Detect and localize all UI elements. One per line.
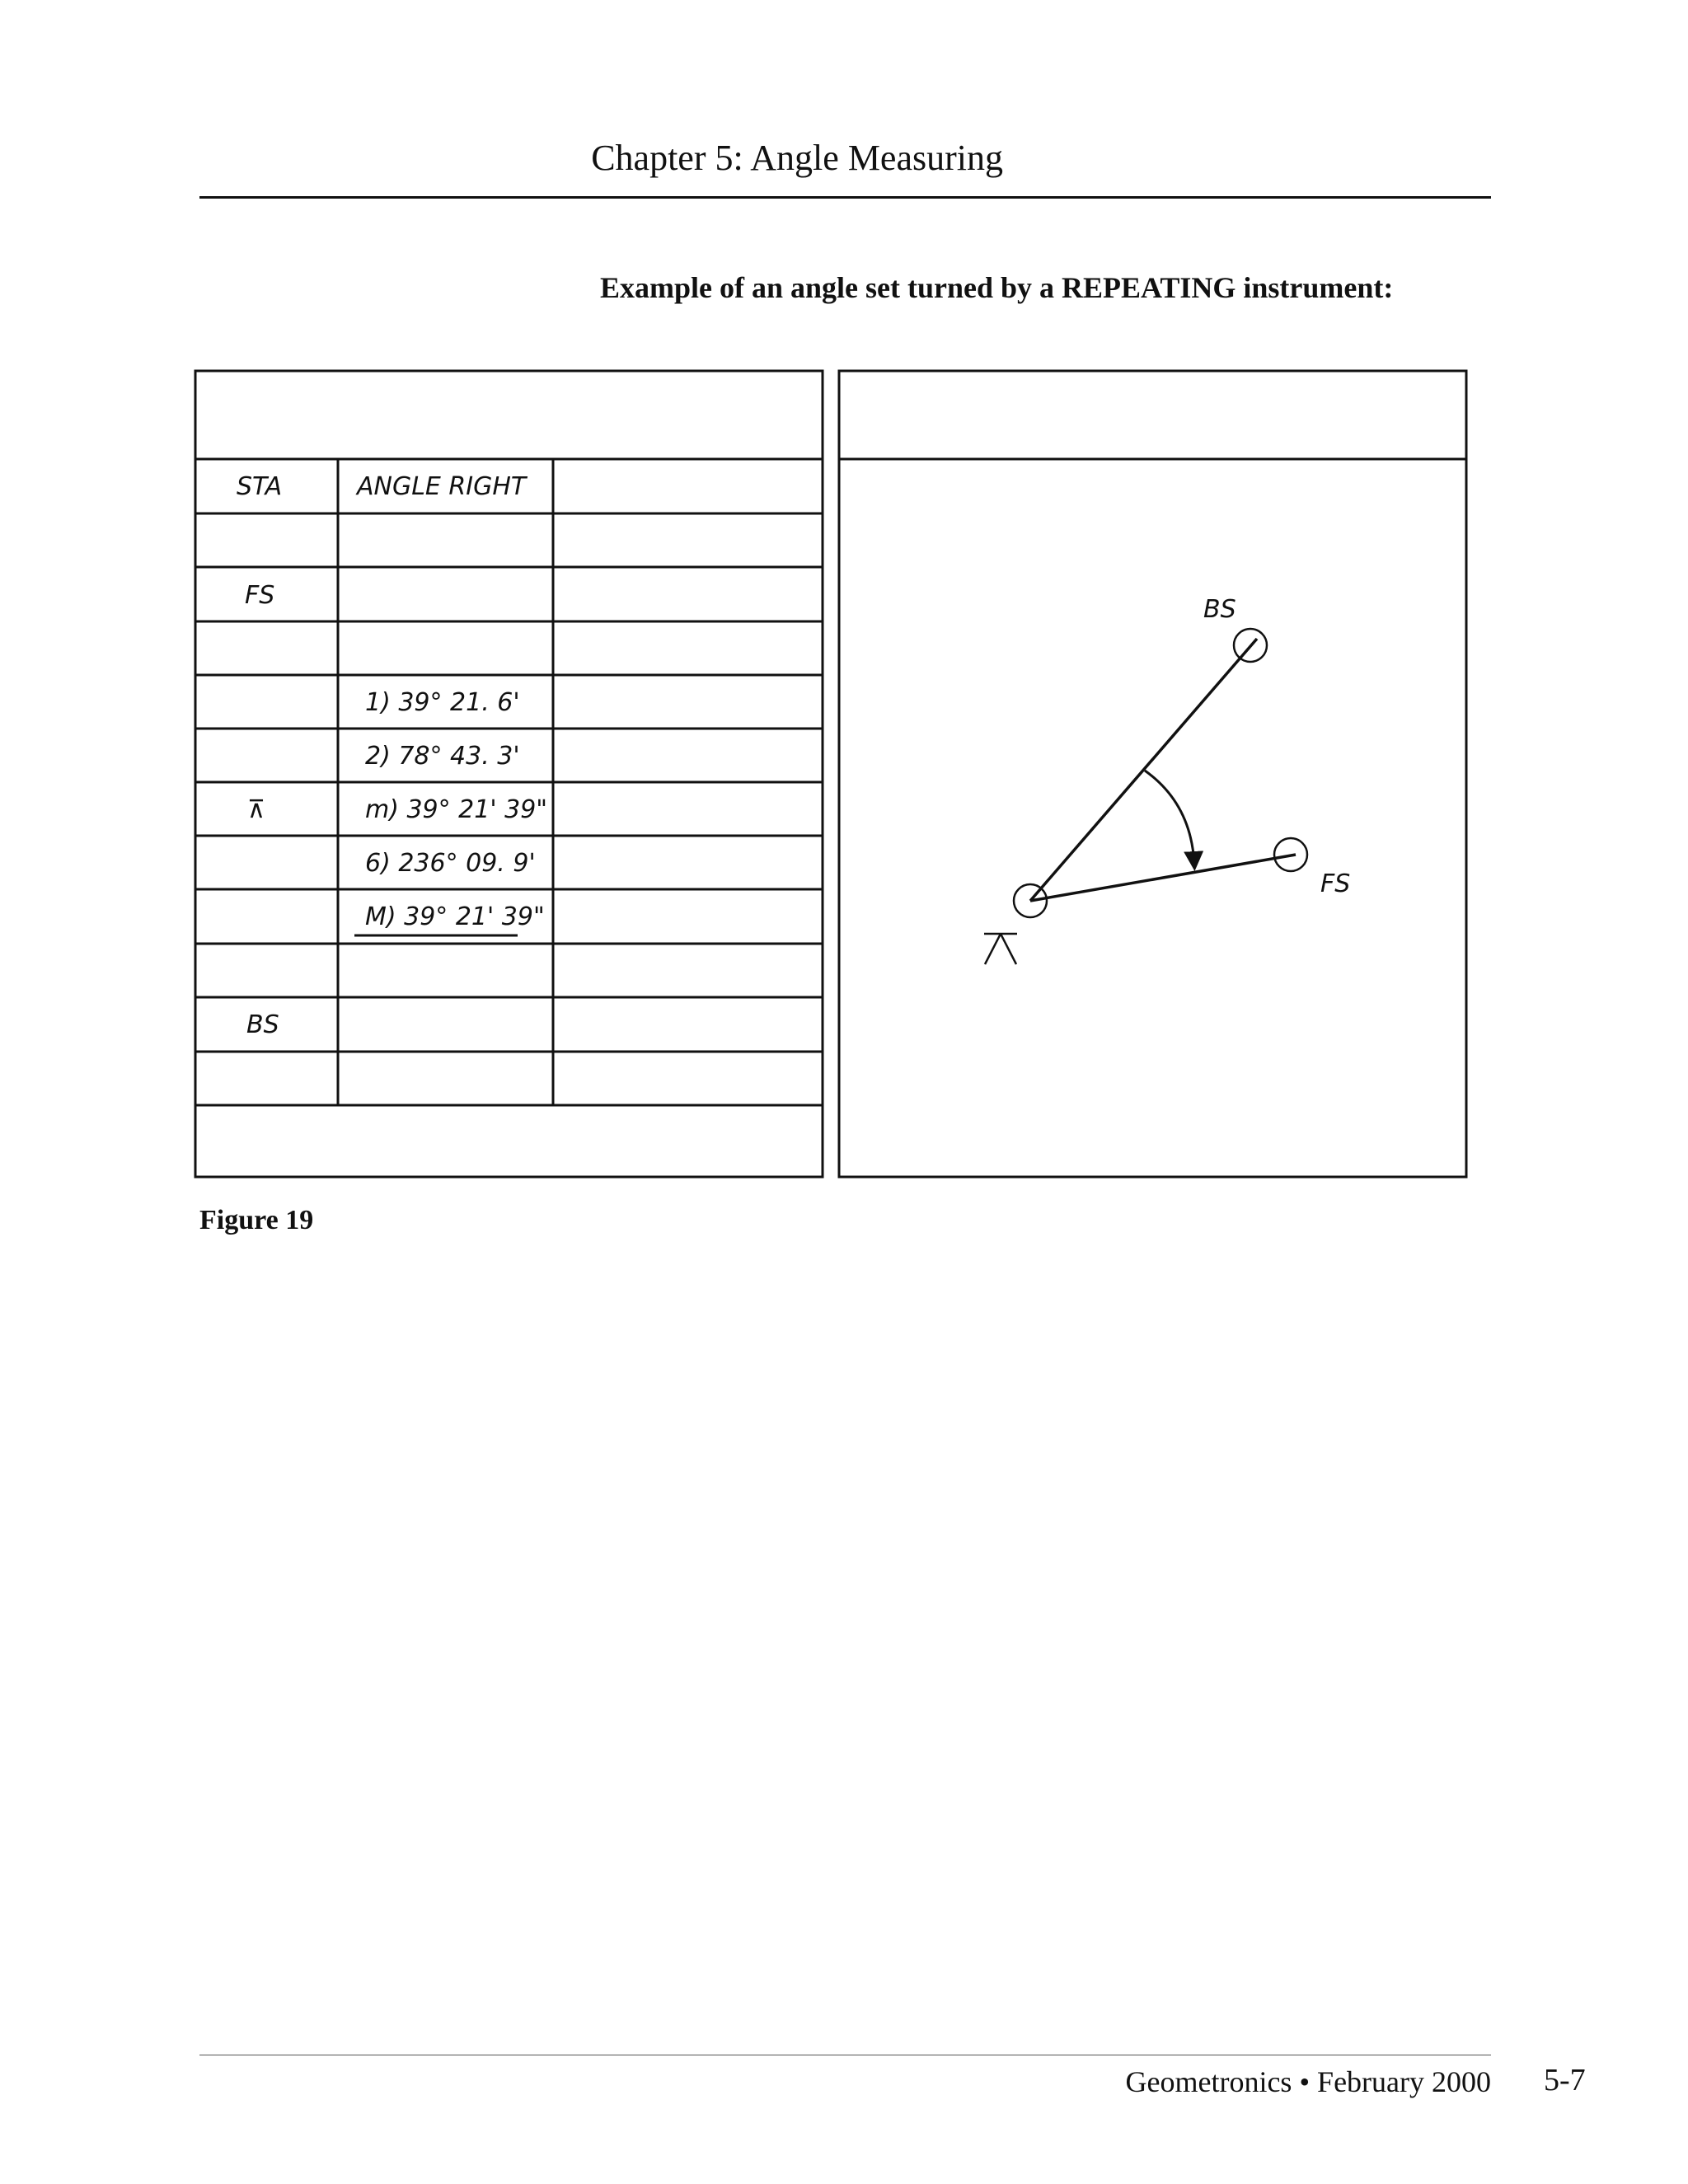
angle-right-arrow <box>1145 771 1194 864</box>
station-label-fs: FS <box>245 581 275 610</box>
angle-mean-final: M) 39° 21' 39" <box>365 902 545 931</box>
foresight-line <box>1030 855 1296 901</box>
sketch-label-bs: BS <box>1203 595 1236 624</box>
instrument-station-symbol: ⊼ <box>247 795 265 824</box>
backsight-line <box>1030 639 1257 901</box>
column-header-angle-right: ANGLE RIGHT <box>357 472 527 501</box>
sketch-label-fs: FS <box>1320 869 1351 898</box>
column-header-sta: STA <box>237 472 283 501</box>
station-label-bs: BS <box>246 1010 279 1039</box>
sketch-panel <box>839 371 1466 1177</box>
angle-mean-first: m) 39° 21' 39" <box>365 795 548 824</box>
footer-publication: Geometronics • February 2000 <box>1125 2065 1491 2098</box>
angle-reading-6: 6) 236° 09. 9' <box>365 849 536 878</box>
figure-caption: Figure 19 <box>199 1205 314 1235</box>
chapter-title: Chapter 5: Angle Measuring <box>591 138 1003 178</box>
angle-reading-1: 1) 39° 21. 6' <box>365 688 520 717</box>
tripod-icon <box>984 934 1017 964</box>
example-heading: Example of an angle set turned by a REPEATING instrument: <box>600 271 1394 304</box>
angle-reading-2: 2) 78° 43. 3' <box>365 742 520 771</box>
page-number: 5-7 <box>1544 2063 1586 2097</box>
angle-sketch <box>984 629 1307 964</box>
